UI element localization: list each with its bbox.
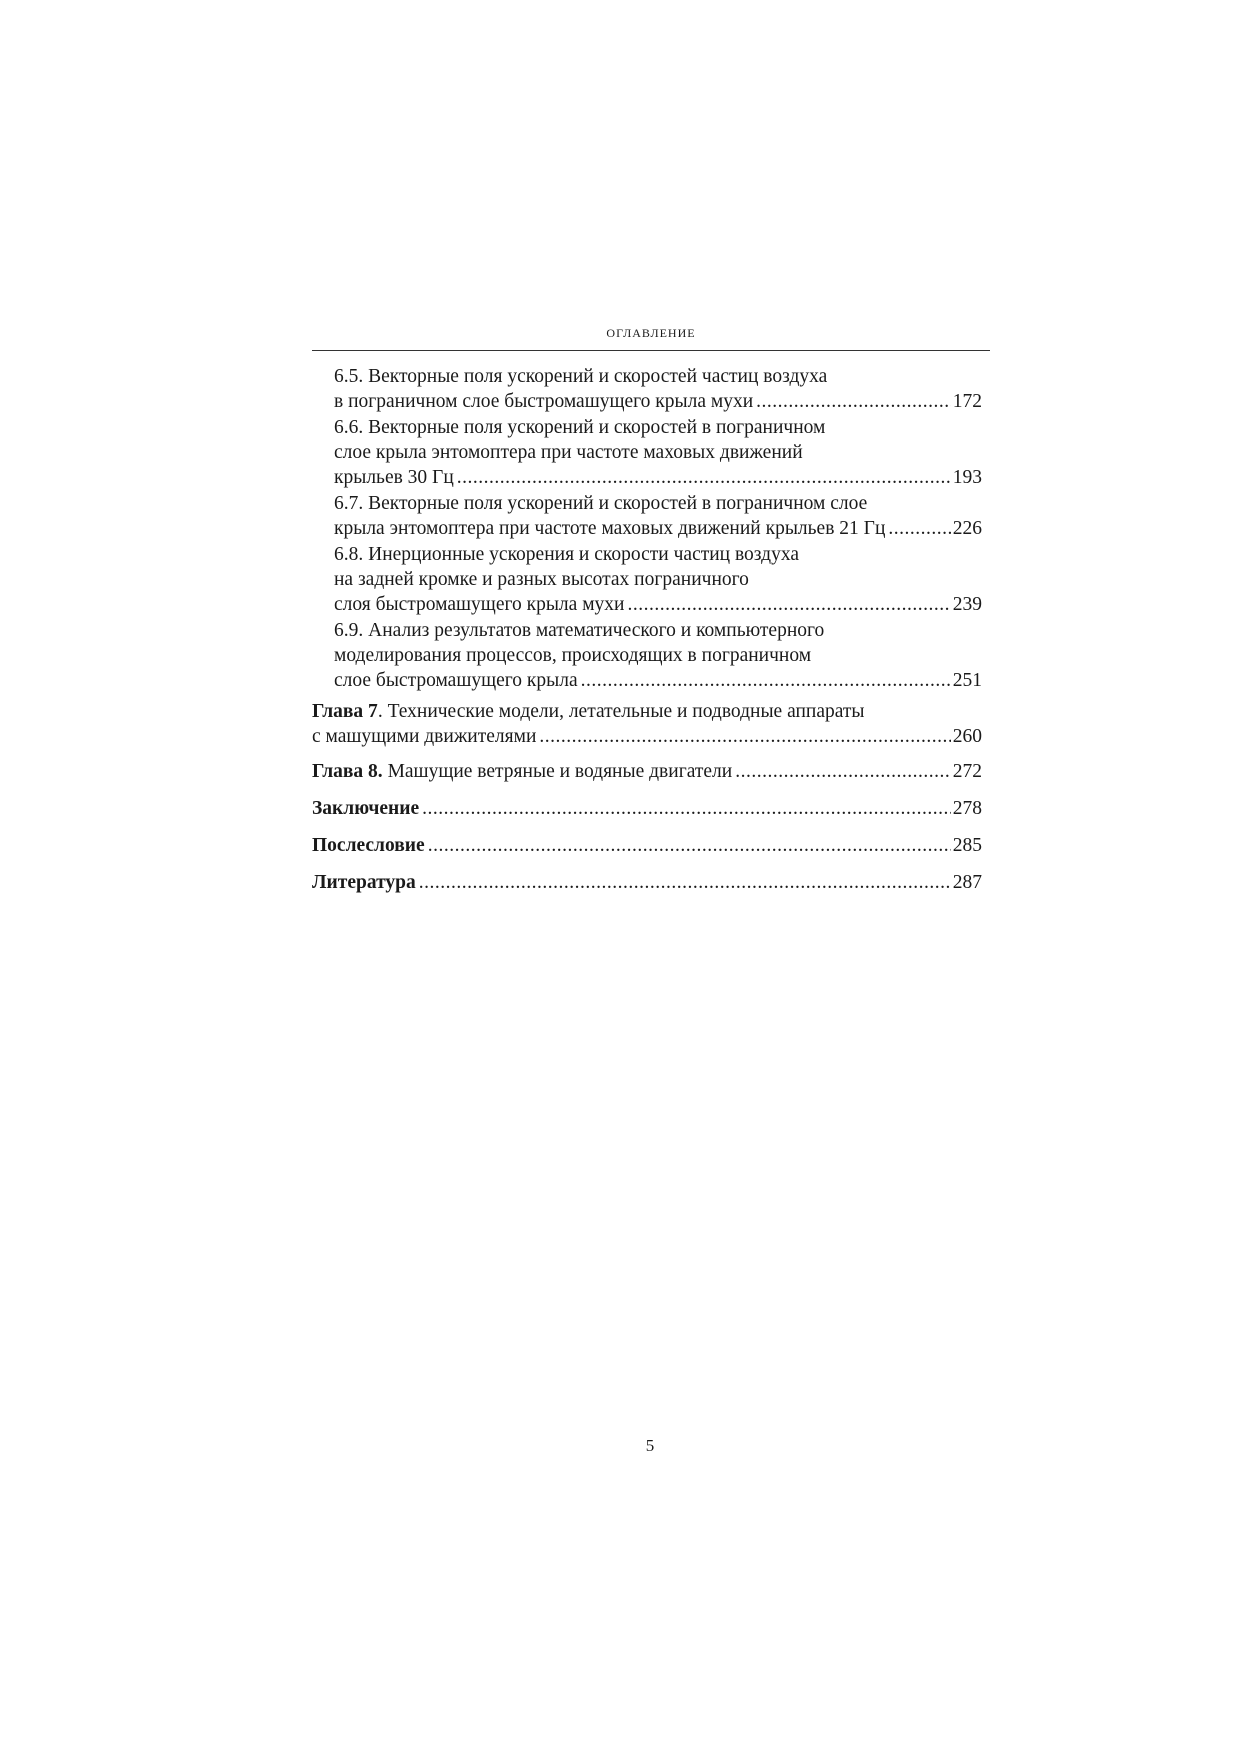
toc-page-number: 278 (952, 798, 982, 819)
toc-entry-literature[interactable] (312, 870, 982, 895)
toc-page-number: 172 (952, 391, 982, 412)
toc-page-number: 239 (952, 594, 982, 615)
dot-leader (428, 833, 951, 858)
dot-leader (735, 759, 951, 784)
toc-entry-line (312, 759, 732, 784)
toc-entry-line: с машущими движителями (312, 726, 537, 747)
toc-entry-line: крыльев 30 Гц (334, 467, 454, 488)
toc-entry-6-6[interactable] (312, 415, 982, 490)
header-rule (312, 350, 990, 351)
chapter-label: Глава 7 (312, 701, 378, 722)
toc-entry-line: на задней кромке и разных высотах пограничного (334, 569, 749, 590)
toc-entry-line: 6.9. Анализ результатов математического и компьютерного (334, 620, 825, 641)
toc-entry-6-8[interactable] (312, 542, 982, 617)
dot-leader (888, 516, 950, 541)
toc-page-number: 285 (952, 835, 982, 856)
dot-leader (422, 796, 951, 821)
toc-entry-chapter-7[interactable] (312, 699, 982, 749)
toc-entry-line: 6.8. Инерционные ускорения и скорости частиц воздуха (334, 544, 799, 565)
chapter-label: Глава 8. (312, 761, 383, 782)
toc-entry-line: Заключение (312, 798, 420, 819)
running-head: ОГЛАВЛЕНИЕ (606, 326, 696, 340)
dot-leader (419, 870, 951, 895)
toc-entry-line: слое быстромашущего крыла (334, 670, 578, 691)
toc-page-number: 193 (952, 467, 982, 488)
toc-entry-line: слоя быстромашущего крыла мухи (334, 594, 625, 615)
toc-entry-afterword[interactable] (312, 833, 982, 858)
chapter-title: Машущие ветряные и водяные двигатели (382, 761, 733, 782)
toc-entry-6-5[interactable] (312, 364, 982, 414)
toc-page-number: 260 (952, 726, 982, 747)
toc-page-number: 287 (952, 872, 982, 893)
dot-leader (756, 389, 951, 414)
page-number: 5 (645, 1436, 655, 1455)
toc-entry-chapter-8[interactable] (312, 759, 982, 784)
toc-entry-line: 6.6. Векторные поля ускорений и скоростей в пограничном (334, 417, 826, 438)
dot-leader (457, 465, 951, 490)
toc-entry-6-7[interactable] (312, 491, 982, 541)
toc-entry-line: 6.7. Векторные поля ускорений и скоростей в пограничном слое (334, 493, 868, 514)
toc-entry-line: моделирования процессов, происходящих в пограничном (334, 645, 812, 666)
toc-entry-line: Послесловие (312, 835, 425, 856)
toc-page-number: 272 (952, 761, 982, 782)
dot-leader (627, 592, 950, 617)
dot-leader (539, 724, 950, 749)
toc-entry-line: крыла энтомоптера при частоте маховых движений крыльев 21 Гц (334, 518, 886, 539)
toc-entry-line: 6.5. Векторные поля ускорений и скоростей частиц воздуха (334, 366, 828, 387)
dot-leader (581, 668, 951, 693)
toc-entry-conclusion[interactable] (312, 796, 982, 821)
toc-page-number: 251 (952, 670, 982, 691)
toc-entry-line: в пограничном слое быстромашущего крыла мухи (334, 391, 754, 412)
chapter-title: . Технические модели, летательные и подводные аппараты (377, 701, 865, 722)
toc-entry-line (312, 699, 982, 724)
toc-entry-line: слое крыла энтомоптера при частоте маховых движений (334, 442, 803, 463)
table-of-contents (312, 364, 982, 895)
toc-entry-line: Литература (312, 872, 416, 893)
toc-page-number: 226 (952, 518, 982, 539)
toc-entry-6-9[interactable] (312, 618, 982, 693)
